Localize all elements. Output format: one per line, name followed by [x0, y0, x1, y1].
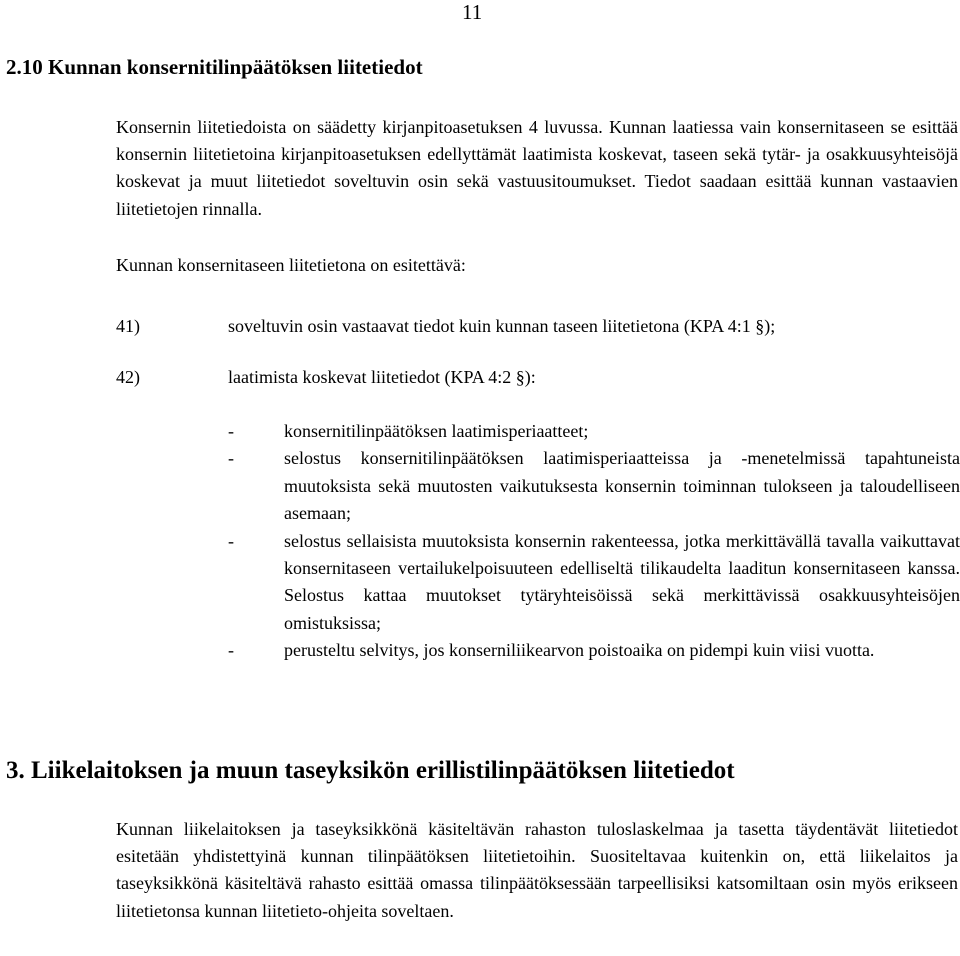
section-2-10-paragraph: Konsernin liitetiedoista on säädetty kirjanpitoasetuksen 4 luvussa. Kunnan laatiessa vain konsernitaseen se esittää konsernin liitetietoina kirjanpitoasetuksen edellyttämät laatimista koskevat, taseen sekä tytär- ja osakkuusyhteisöjä koskevat ja muut liitetiedot soveltuvin osin sekä vastuusitoumukset. Tiedot saadaan esittää kunnan vastaavien liitetietojen rinnalla. — [116, 117, 958, 219]
section-3-paragraph: Kunnan liikelaitoksen ja taseyksikkönä käsiteltävän rahaston tuloslaskelmaa ja tasetta täydentävät liitetiedot esitetään yhdistettyinä kunnan tilinpäätöksen liitetietoihin. Suositeltavaa kuitenkin on, että liikelaitos ja taseyksikkönä käsiteltävä rahasto esittää omassa tilinpäätöksessään tarpeellisiksi katsomiltaan osin myös erikseen liitetietonsa kunnan liitetieto-ohjeita soveltaen. — [116, 819, 958, 921]
list-item-42 — [116, 364, 536, 390]
bullet-item — [228, 637, 960, 664]
bullet-item — [228, 528, 960, 638]
bullet-dash: - — [228, 448, 234, 469]
bullet-dash: - — [228, 421, 234, 441]
list-intro: Kunnan konsernitaseen liitetietona on esitettävä: — [116, 255, 466, 275]
section-heading-2-10: 2.10 Kunnan konsernitilinpäätöksen liitetiedot — [6, 55, 423, 79]
list-item-41 — [116, 313, 775, 339]
bullet-text: selostus konsernitilinpäätöksen laatimisperiaatteissa ja -menetelmissä tapahtuneista muutoksista sekä muutosten vaikutuksesta konsernin toiminnan tulokseen ja taloudelliseen asemaan; — [284, 448, 960, 524]
list-item-text: soveltuvin osin vastaavat tiedot kuin kunnan taseen liitetietona (KPA 4:1 §); — [228, 316, 776, 336]
bullet-text: konsernitilinpäätöksen laatimisperiaatteet; — [284, 421, 589, 441]
bullet-item — [228, 418, 960, 445]
list-item-number: 42) — [116, 367, 140, 387]
bullet-text: perusteltu selvitys, jos konserniliikearvon poistoaika on pidempi kuin viisi vuotta. — [284, 640, 875, 661]
bullet-dash: - — [228, 530, 234, 551]
page-number: 11 — [462, 0, 483, 24]
list-item-text: laatimista koskevat liitetiedot (KPA 4:2 §): — [228, 367, 536, 387]
bullet-list — [228, 418, 960, 665]
list-item-number: 41) — [116, 316, 140, 336]
bullet-dash: - — [228, 640, 234, 661]
section-heading-3: 3. Liikelaitoksen ja muun taseyksikön erillistilinpäätöksen liitetiedot — [6, 757, 735, 784]
bullet-item — [228, 445, 960, 527]
bullet-text: selostus sellaisista muutoksista konsernin rakenteessa, jotka merkittävällä tavalla vaikuttavat konsernitaseen vertailukelpoisuuteen edelliseltä tilikaudelta laaditun konsernitaseen kanssa. Selostus kattaa muutokset tytäryhteisöissä sekä merkittävissä osakkuusyhteisöjen omistuksissa; — [284, 530, 960, 633]
